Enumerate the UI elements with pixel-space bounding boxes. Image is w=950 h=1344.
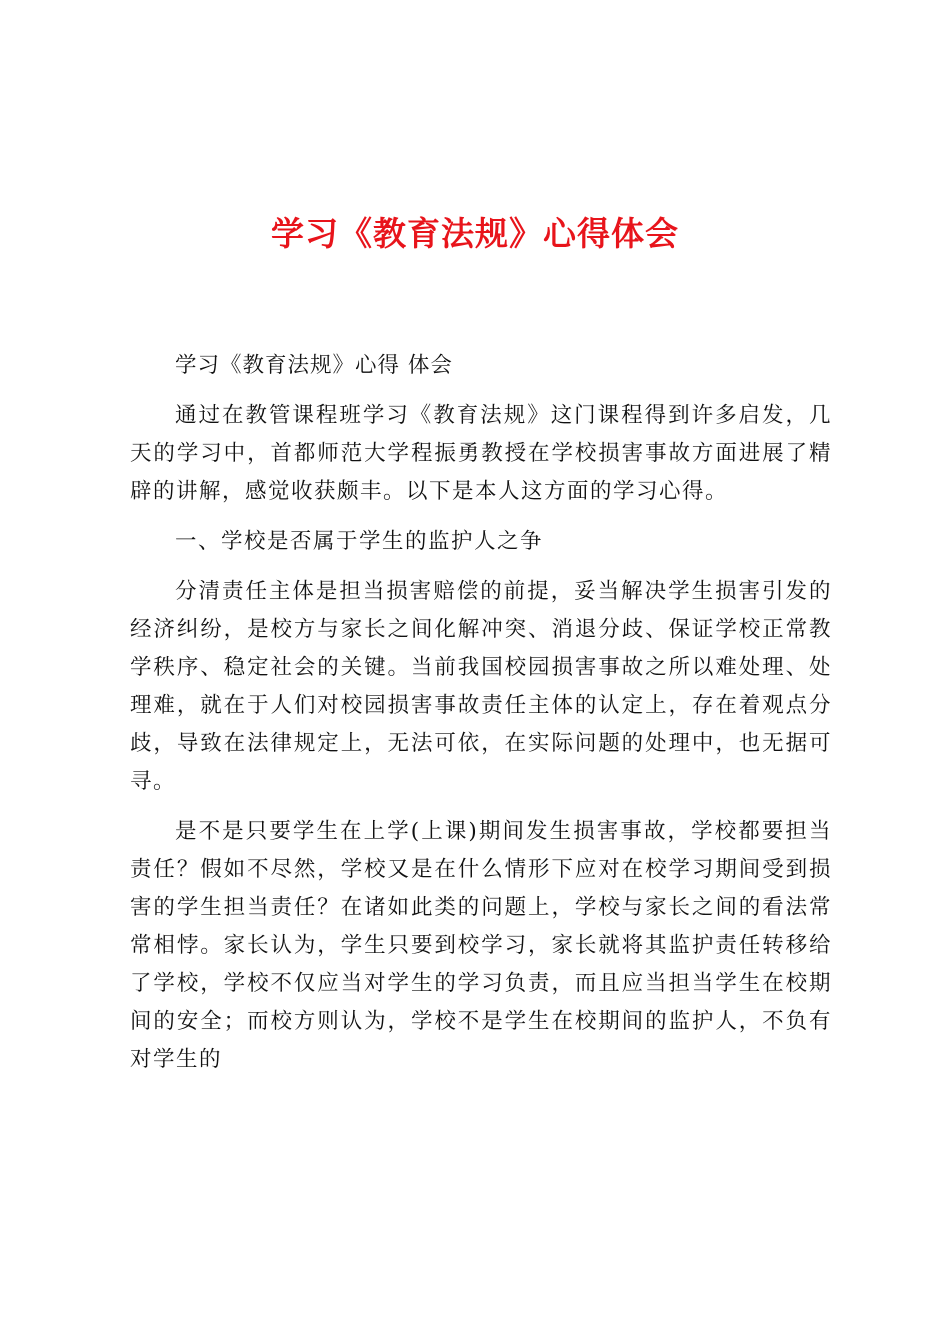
- paragraph-responsibility: 分清责任主体是担当损害赔偿的前提，妥当解决学生损害引发的经济纠纷，是校方与家长之间化解冲突、消退分歧、保证学校正常教学秩序、稳定社会的关键。当前我国校园损害事故之所以难处理、处理难，就在于人们对校园损害事故责任主体的认定上，存在着观点分歧，导致在法律规定上，无法可依，在实际问题的处理中，也无据可寻。: [130, 579, 832, 794]
- document-title: 学习《教育法规》心得体会: [271, 214, 679, 253]
- document-body: [130, 347, 832, 1091]
- paragraph-intro: 通过在教管课程班学习《教育法规》这门课程得到许多启发，几天的学习中，首都师范大学程振勇教授在学校损害事故方面进展了精辟的讲解，感觉收获颇丰。以下是本人这方面的学习心得。: [130, 403, 832, 504]
- paragraph-liability: 是不是只要学生在上学(上课)期间发生损害事故，学校都要担当责任？假如不尽然，学校又是在什么情形下应对在校学习期间受到损害的学生担当责任？在诸如此类的问题上，学校与家长之间的看法常常相悖。家长认为，学生只要到校学习，家长就将其监护责任转移给了学校，学校不仅应当对学生的学习负责，而且应当担当学生在校期间的安全；而校方则认为，学校不是学生在校期间的监护人，不负有对学生的: [130, 819, 832, 1072]
- subtitle-paragraph: 学习《教育法规》心得 体会: [175, 353, 453, 378]
- section-heading: 一、学校是否属于学生的监护人之争: [175, 529, 544, 554]
